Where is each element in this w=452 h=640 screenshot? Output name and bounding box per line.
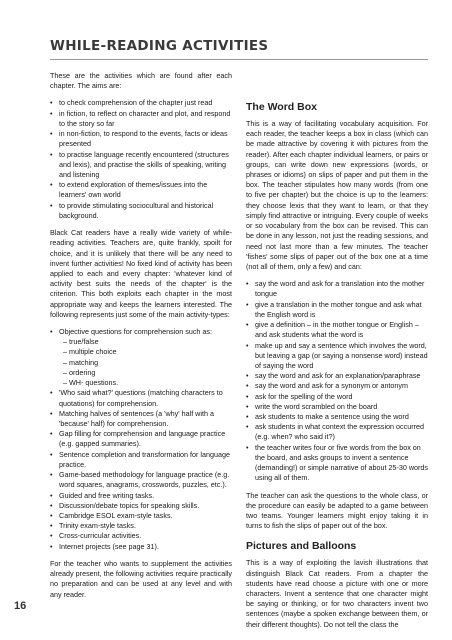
question-type-item: – matching	[59, 358, 232, 368]
word-box-item: • say the word and ask for a synonym or antonym	[246, 381, 428, 391]
intro-paragraph: These are the activities which are found after each chapter. The aims are:	[50, 71, 232, 91]
question-type-list	[59, 337, 232, 388]
right-column	[246, 71, 428, 637]
word-box-item: • say the word and ask for an explanation/paraphrase	[246, 371, 428, 381]
activity-item: • Trinity exam-style tasks.	[50, 521, 232, 531]
word-box-item: • ask students in what context the expression occurred (e.g. when? who said it?)	[246, 422, 428, 442]
activity-item-label: Objective questions for comprehension such as:	[59, 327, 213, 337]
word-box-item: • give a definition – in the mother tongue or English – and ask students what the word is	[246, 320, 428, 340]
page-title: WHILE-READING ACTIVITIES	[50, 38, 428, 60]
activity-item: • Internet projects (see page 31).	[50, 542, 232, 552]
columns	[50, 71, 428, 637]
word-box-item: • give a translation in the mother tongue and ask what the English word is	[246, 300, 428, 320]
word-box-paragraph: This is a way of facilitating vocabulary acquisition. For each reader, the teacher keeps a box in class (which can be made attractive by covering it with pictures from the reader). After each chapter individual learners, or pairs or groups, can write down new expressions (words, or phrases or idioms) on slips of paper and put them in the box. The teacher stipulates how many words (from one to five per chapter) but the choice is up to the learners: they choose lexis that they want to learn, or that they simply find attractive or intriguing. Every couple of weeks or so vocabulary from the box can be revised. This can be done in any lesson, not just the reading sessions, and need not last more than a few minutes. The teacher 'fishes' some slips of paper out of the box one at a time (not all of them, only a few) and can:	[246, 118, 428, 271]
aim-item: • to practise language recently encountered (structures and lexis), and practise the skills of speaking, writing and listening	[50, 150, 232, 181]
word-box-item: • the teacher writes four or five words from the box on the board, and asks groups to invent a sentence (demanding!) or simple narrative of about 25-30 words using all of them.	[246, 443, 428, 484]
question-type-item: – true/false	[59, 337, 232, 347]
page	[50, 38, 428, 637]
pictures-balloons-paragraph: This is a way of exploiting the lavish illustrations that distinguish Black Cat readers. From a chapter the students have read choose a picture with one or more characters. Invent a sentence that one character might be saying or thinking, or for two characters invent two sentences (maybe a spoken exchange between them, or their different thoughts). Do not tell the class the	[246, 558, 428, 629]
word-box-item: • make up and say a sentence which involves the word, but leaving a gap (or saying a nonsense word) instead of saying the word	[246, 341, 428, 372]
activity-list	[50, 327, 232, 552]
left-column	[50, 71, 232, 637]
word-box-item: • ask for the spelling of the word	[246, 392, 428, 402]
word-box-item: • write the word scrambled on the board	[246, 402, 428, 412]
aim-item: • in non-fiction, to respond to the events, facts or ideas presented	[50, 129, 232, 149]
word-box-item: • say the word and ask for a translation into the mother tongue	[246, 279, 428, 299]
question-type-item: – WH- questions.	[59, 378, 232, 388]
activity-item: • Discussion/debate topics for speaking skills.	[50, 501, 232, 511]
word-box-item: • ask students to make a sentence using the word	[246, 412, 428, 422]
page-number: 16	[14, 600, 27, 612]
activity-item: • Gap filling for comprehension and language practice (e.g. gapped summaries).	[50, 429, 232, 449]
pictures-balloons-heading: Pictures and Balloons	[246, 540, 357, 553]
activity-item: • Guided and free writing tasks.	[50, 491, 232, 501]
aim-item: • to provide stimulating sociocultural and historical background.	[50, 201, 232, 221]
activity-item: • Game-based methodology for language practice (e.g. word squares, anagrams, crosswords, puzzles, etc.).	[50, 470, 232, 490]
question-type-item: – ordering	[59, 368, 232, 378]
activity-item: • Sentence completion and transformation for language practice.	[50, 450, 232, 470]
question-type-item: – multiple choice	[59, 347, 232, 357]
aim-item: • to check comprehension of the chapter just read	[50, 98, 232, 108]
activity-item: • Cross-curricular activities.	[50, 531, 232, 541]
activities-paragraph: Black Cat readers have a really wide variety of while-reading activities. Teachers are, quite frankly, spoilt for choice, and it is unlikely that there will be any need to invent further activities! No fixed kind of activity has been applied to each and every chapter: 'whatever kind of activity best suits the needs of the chapter' is the criterion. This both exploits each chapter in the most appropriate way and keeps the learners interested. The following represents just some of the main activity-types:	[50, 228, 232, 319]
activity-item: • Cambridge ESOL exam-style tasks.	[50, 511, 232, 521]
aim-item: • in fiction, to reflect on character and plot, and respond to the story so far	[50, 109, 232, 129]
activity-item: • 'Who said what?' questions (matching characters to quotations) for comprehension.	[50, 388, 232, 408]
game-paragraph: The teacher can ask the questions to the whole class, or the procedure can easily be adapted to a game between two teams. Younger learners might enjoy taking it in turns to fish the slips of paper out of the box.	[246, 490, 428, 531]
word-box-heading: The Word Box	[246, 101, 317, 113]
supplement-paragraph: For the teacher who wants to supplement the activities already present, the following activities require practically no preparation and can be used at any level and with any reader.	[50, 558, 232, 599]
aim-item: • to extend exploration of themes/issues into the learners' own world	[50, 180, 232, 200]
word-box-list	[246, 279, 428, 483]
activity-item	[50, 327, 232, 388]
aims-list	[50, 98, 232, 221]
activity-item: • Matching halves of sentences (a 'why' half with a 'because' half) for comprehension.	[50, 409, 232, 429]
